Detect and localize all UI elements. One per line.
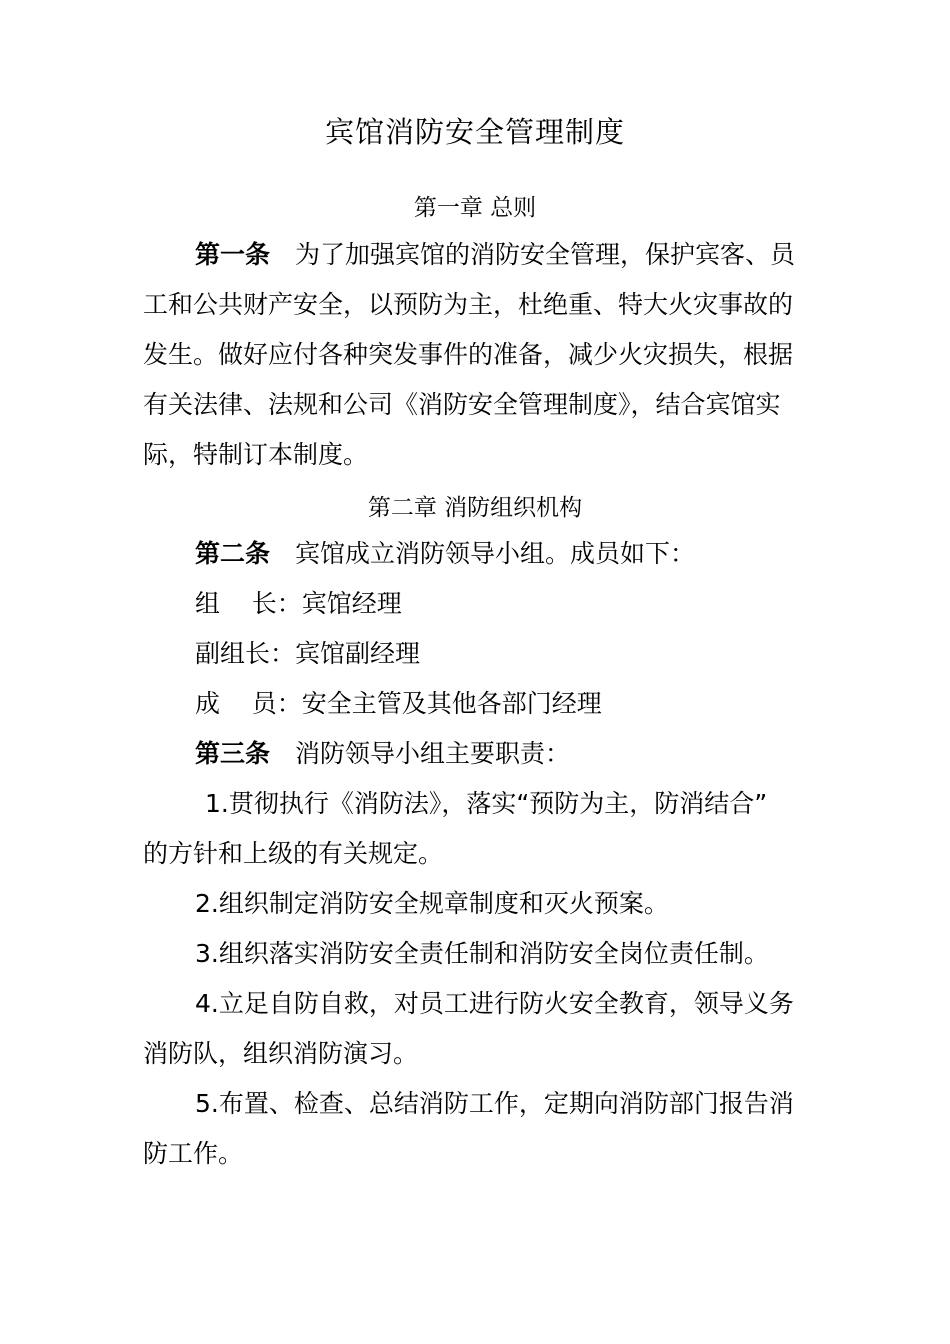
article-1-label: 第一条	[195, 240, 271, 269]
duty-item-4: 4.立足自防自救，对员工进行防火安全教育，领导义务	[195, 989, 794, 1018]
chapter-1-heading: 第一章 总则	[413, 195, 537, 221]
duty-item-1: 1.贯彻执行《消防法》，落实“预防为主，防消结合”	[205, 789, 768, 818]
member-deputy-leader: 副组长：宾馆副经理	[195, 639, 421, 668]
article-3-first-line	[195, 737, 570, 771]
duty-item-5-continued: 防工作。	[143, 1139, 244, 1168]
duty-item-3: 3.组织落实消防安全责任制和消防安全岗位责任制。	[195, 939, 769, 968]
member-leader: 组 长：宾馆经理	[195, 589, 402, 618]
article-2-label: 第二条	[195, 539, 271, 568]
member-members: 成 员：安全主管及其他各部门经理	[195, 689, 602, 718]
article-3-text: 消防领导小组主要职责：	[295, 739, 571, 768]
article-1-text: 为了加强宾馆的消防安全管理，保护宾客、员	[295, 240, 796, 269]
article-1-line: 工和公共财产安全，以预防为主，杜绝重、特大火灾事故的	[143, 290, 794, 319]
article-3-label: 第三条	[195, 739, 271, 768]
article-2-first-line	[195, 537, 695, 571]
duty-item-2: 2.组织制定消防安全规章制度和灭火预案。	[195, 889, 669, 918]
article-1-line: 际，特制订本制度。	[143, 440, 369, 469]
document-title: 宾馆消防安全管理制度	[324, 115, 625, 149]
duty-item-5: 5.布置、检查、总结消防工作，定期向消防部门报告消	[195, 1089, 794, 1118]
article-1-line: 有关法律、法规和公司《消防安全管理制度》，结合宾馆实	[143, 390, 781, 419]
duty-item-1-continued: 的方针和上级的有关规定。	[143, 839, 444, 868]
duty-item-4-continued: 消防队，组织消防演习。	[143, 1039, 419, 1068]
chapter-2-heading: 第二章 消防组织机构	[367, 495, 583, 521]
article-1-line: 发生。做好应付各种突发事件的准备，减少火灾损失，根据	[143, 340, 794, 369]
article-2-text: 宾馆成立消防领导小组。成员如下：	[295, 539, 696, 568]
article-1-first-line	[195, 238, 795, 272]
